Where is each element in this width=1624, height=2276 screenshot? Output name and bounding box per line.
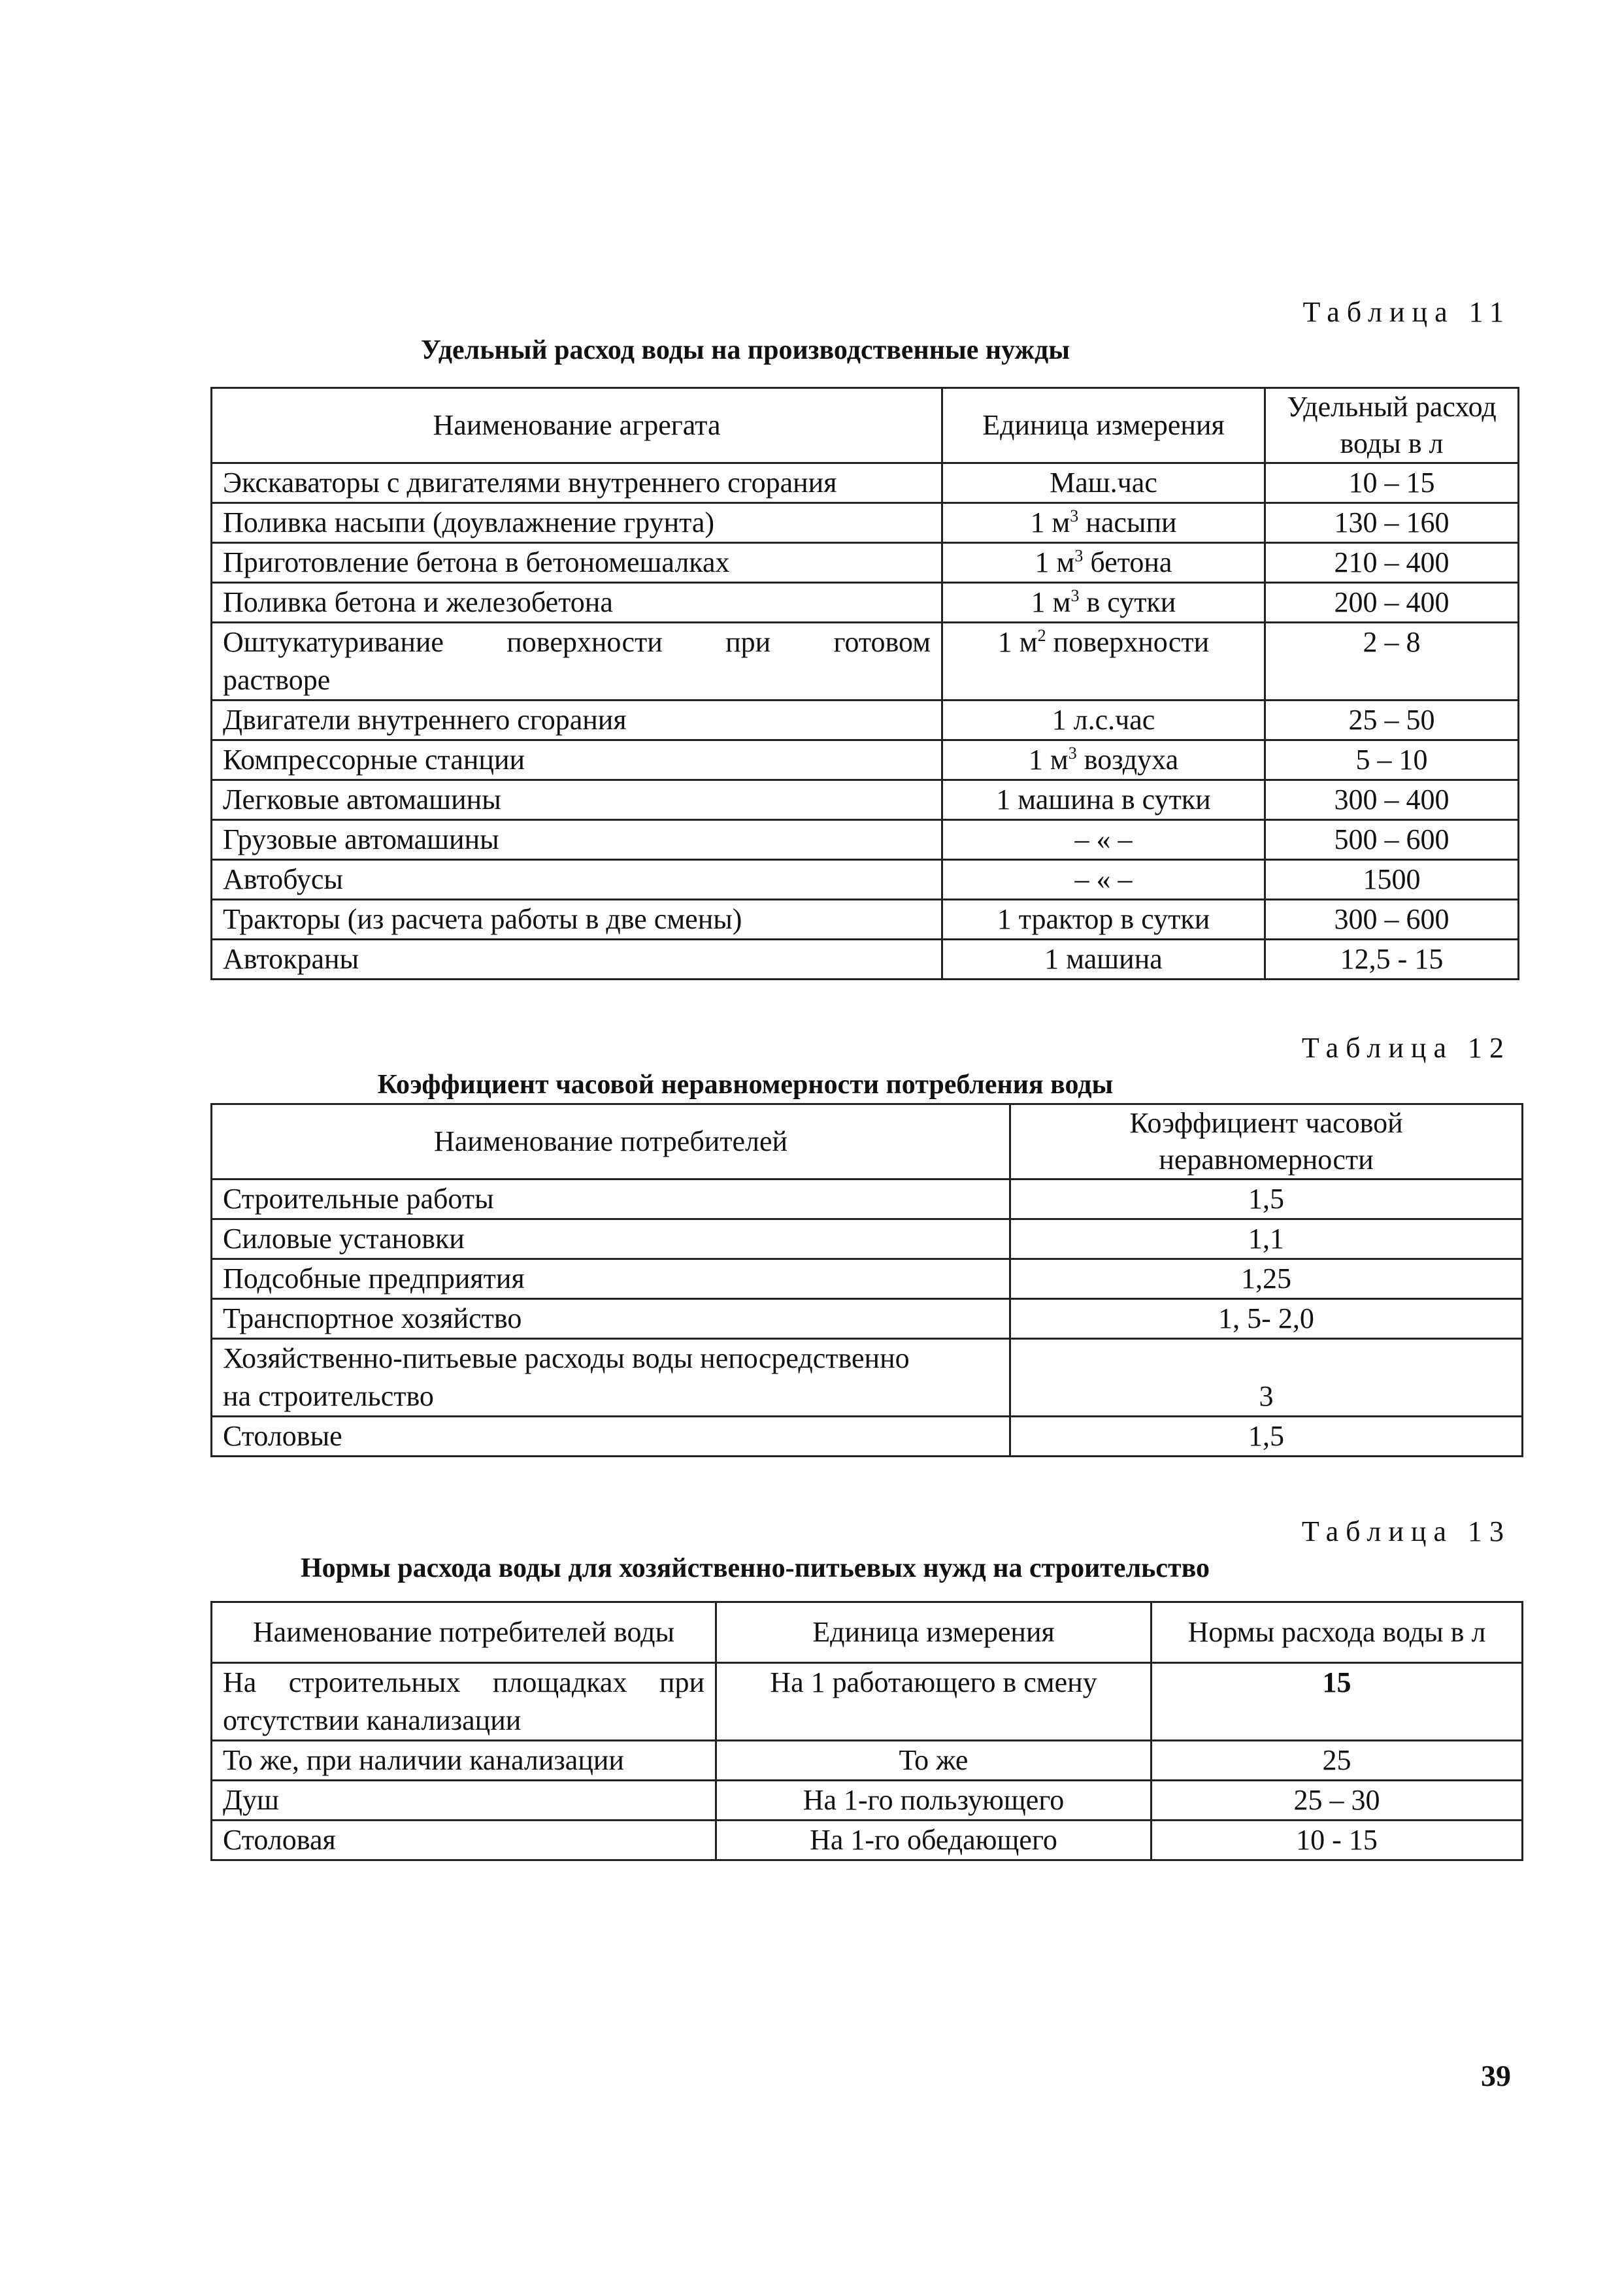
table-row — [212, 1821, 1523, 1860]
table13-header-name: Наименование потребителей воды — [212, 1602, 716, 1663]
table-row — [212, 1417, 1523, 1457]
table-row — [212, 701, 1519, 740]
row-name: Компрессорные станции — [212, 740, 942, 780]
table11-header-value: Удельный расход воды в л — [1265, 388, 1519, 463]
table12-header-row — [212, 1104, 1523, 1179]
row-name: Поливка насыпи (доувлажнение грунта) — [212, 503, 942, 543]
row-unit: – « – — [942, 860, 1265, 900]
row-value: 130 – 160 — [1265, 503, 1519, 543]
table12-header-value: Коэффициент часовой неравномерности — [1010, 1104, 1523, 1179]
row-value: 25 – 50 — [1265, 701, 1519, 740]
table-row — [212, 503, 1519, 543]
row-unit: 1 $м^2$ поверхности — [942, 623, 1265, 701]
row-value: 15 — [1152, 1663, 1523, 1741]
row-name: Столовая — [212, 1821, 716, 1860]
table-row — [212, 820, 1519, 860]
row-unit: 1 трактор в сутки — [942, 900, 1265, 940]
table12-label: Таблица 12 — [1301, 1032, 1511, 1064]
table-row — [212, 1299, 1523, 1339]
table13-label: Таблица 13 — [1301, 1515, 1511, 1547]
row-unit: 1 $м^3$ в сутки — [942, 583, 1265, 623]
row-value: 300 – 400 — [1265, 780, 1519, 820]
row-name: То же, при наличии канализации — [212, 1741, 716, 1781]
table11-header-row — [212, 388, 1519, 463]
row-unit: 1 машина — [942, 940, 1265, 980]
table-row — [212, 860, 1519, 900]
row-name: Подсобные предприятия — [212, 1259, 1010, 1299]
table11 — [210, 387, 1519, 980]
row-value: 25 – 30 — [1152, 1781, 1523, 1821]
table-row — [212, 740, 1519, 780]
row-value: 2 – 8 — [1265, 623, 1519, 701]
table-row — [212, 940, 1519, 980]
table13-title: Нормы расхода воды для хозяйственно-питьевых нужд на строительство — [300, 1553, 1210, 1583]
table11-header-name: Наименование агрегата — [212, 388, 942, 463]
row-name: Автобусы — [212, 860, 942, 900]
row-value: 10 – 15 — [1265, 463, 1519, 503]
table13-header-unit: Единица измерения — [716, 1602, 1152, 1663]
row-name: Строительные работы — [212, 1179, 1010, 1219]
row-value: 10 - 15 — [1152, 1821, 1523, 1860]
row-value: 25 — [1152, 1741, 1523, 1781]
row-value: 1,5 — [1010, 1179, 1523, 1219]
row-unit: 1 $м^3$ бетона — [942, 543, 1265, 583]
row-name: Силовые установки — [212, 1219, 1010, 1259]
row-name: Экскаваторы с двигателями внутреннего сгорания — [212, 463, 942, 503]
row-name: Легковые автомашины — [212, 780, 942, 820]
table11-header-unit: Единица измерения — [942, 388, 1265, 463]
row-unit: На 1-го пользующего — [716, 1781, 1152, 1821]
table-row — [212, 1259, 1523, 1299]
row-value: 500 – 600 — [1265, 820, 1519, 860]
row-unit: 1 л.с.час — [942, 701, 1265, 740]
row-name: Хозяйственно-питьевые расходы воды непосредственно на строительство — [212, 1339, 1010, 1417]
table-row — [212, 1219, 1523, 1259]
table13-header-row — [212, 1602, 1523, 1663]
table-row — [212, 583, 1519, 623]
row-unit: – « – — [942, 820, 1265, 860]
row-value: 5 – 10 — [1265, 740, 1519, 780]
row-unit: 1 $м^3$ насыпи — [942, 503, 1265, 543]
row-value: 3 — [1010, 1339, 1523, 1417]
row-value: 300 – 600 — [1265, 900, 1519, 940]
table-row — [212, 1339, 1523, 1417]
table-row — [212, 780, 1519, 820]
table-row — [212, 1179, 1523, 1219]
row-unit: На 1-го обедающего — [716, 1821, 1152, 1860]
row-value: 1, 5- 2,0 — [1010, 1299, 1523, 1339]
row-name: Душ — [212, 1781, 716, 1821]
row-name: Автокраны — [212, 940, 942, 980]
page-number: 39 — [1481, 2059, 1511, 2092]
row-name: Двигатели внутреннего сгорания — [212, 701, 942, 740]
row-value: 1,25 — [1010, 1259, 1523, 1299]
row-value: 1,1 — [1010, 1219, 1523, 1259]
row-name: Поливка бетона и железобетона — [212, 583, 942, 623]
row-value: 12,5 - 15 — [1265, 940, 1519, 980]
table12 — [210, 1103, 1523, 1457]
row-unit: 1 машина в сутки — [942, 780, 1265, 820]
table12-header-name: Наименование потребителей — [212, 1104, 1010, 1179]
table-row — [212, 463, 1519, 503]
table-row — [212, 1781, 1523, 1821]
table13 — [210, 1601, 1523, 1861]
row-value: 1,5 — [1010, 1417, 1523, 1457]
row-unit: На 1 работающего в смену — [716, 1663, 1152, 1741]
table13-header-value: Нормы расхода воды в л — [1152, 1602, 1523, 1663]
row-name: Приготовление бетона в бетономешалках — [212, 543, 942, 583]
row-name: Грузовые автомашины — [212, 820, 942, 860]
table-row — [212, 623, 1519, 701]
table-row — [212, 1741, 1523, 1781]
row-name: Тракторы (из расчета работы в две смены) — [212, 900, 942, 940]
row-name: Оштукатуривание поверхности при готовом растворе — [212, 623, 942, 701]
row-unit: Маш.час — [942, 463, 1265, 503]
table12-title: Коэффициент часовой неравномерности потребления воды — [377, 1070, 1114, 1100]
row-unit: 1 $м^3$ воздуха — [942, 740, 1265, 780]
row-name: Столовые — [212, 1417, 1010, 1457]
table-row — [212, 543, 1519, 583]
table-row — [212, 1663, 1523, 1741]
row-name: На строительных площадках при отсутствии канализации — [212, 1663, 716, 1741]
row-value: 1500 — [1265, 860, 1519, 900]
row-value: 200 – 400 — [1265, 583, 1519, 623]
table11-title: Удельный расход воды на производственные нужды — [420, 335, 1070, 365]
row-unit: То же — [716, 1741, 1152, 1781]
row-name: Транспортное хозяйство — [212, 1299, 1010, 1339]
table-row — [212, 900, 1519, 940]
table11-label: Таблица 11 — [1302, 296, 1511, 328]
row-value: 210 – 400 — [1265, 543, 1519, 583]
